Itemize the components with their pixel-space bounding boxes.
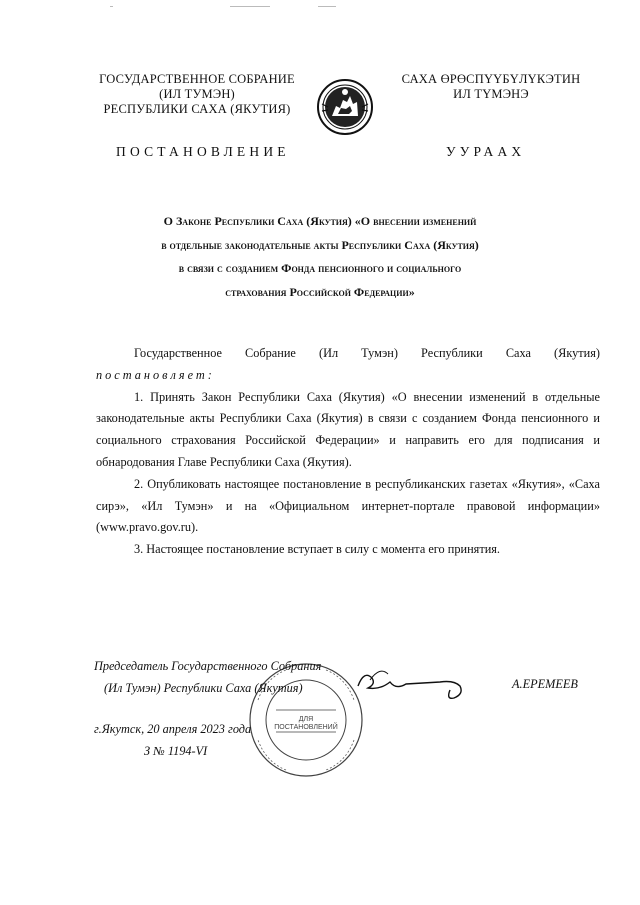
signer-position: Председатель Государственного Собрания <box>94 659 322 673</box>
doc-type-right: УУРААХ <box>446 144 526 159</box>
document-body <box>96 343 600 561</box>
document-number: З № 1194-VI <box>144 744 208 758</box>
header-right <box>386 72 596 102</box>
header-right-line: САХА ӨРӨСПҮҮБҮЛҮКЭТИН <box>401 72 581 86</box>
item-paragraph: 2. Опубликовать настоящее постановление в республиканских газетах «Якутия», «Саха сирэ», «Ил Тумэн» и на «Официальном интернет-портале правовой информации» (www.pravo.gov.ru). <box>96 476 600 535</box>
signature-block <box>94 655 321 699</box>
doc-type-left: ПОСТАНОВЛЕНИЕ <box>116 144 290 159</box>
item-paragraph: 3. Настоящее постановление вступает в силу с момента его принятия. <box>134 542 501 557</box>
intro-paragraph: Государственное Собрание (Ил Тумэн) Республики Саха (Якутия) <box>134 346 600 360</box>
header-left-line: (ИЛ ТУМЭН) <box>159 87 235 101</box>
stamp-text: ПОСТАНОВЛЕНИЙ <box>274 724 338 731</box>
stamp-text: ДЛЯ <box>298 716 314 723</box>
item-paragraph: 1. Принять Закон Республики Саха (Якутия) «О внесении изменений в отдельные законодательные акты Республики Саха (Якутия) в связи с созданием Фонда пенсионного и социального страхования Российской Федерации» и направить его для подписания и обнародования Главе Республики Саха (Якутия). <box>96 389 600 469</box>
document-date: г.Якутск, 20 апреля 2023 года <box>94 722 252 736</box>
scan-mark <box>318 6 336 7</box>
header-right-line: ИЛ ТҮМЭНЭ <box>453 87 529 101</box>
document-title <box>110 210 530 304</box>
header-left-line: ГОСУДАРСТВЕННОЕ СОБРАНИЕ <box>99 72 295 86</box>
title-line: в отдельные законодательные акты Республики Саха (Якутия) <box>161 237 479 252</box>
scan-mark <box>110 6 113 7</box>
header-left <box>88 72 306 117</box>
signer-name: А.ЕРЕМЕЕВ <box>512 677 578 691</box>
header-left-line: РЕСПУБЛИКИ САХА (ЯКУТИЯ) <box>103 102 291 116</box>
emblem-icon <box>316 78 374 136</box>
title-line: страхования Российской Федерации» <box>225 284 415 299</box>
handwritten-signature <box>350 660 480 704</box>
resolution-verb: постановляет: <box>96 367 215 382</box>
title-line: О Законе Республики Саха (Якутия) «О внесении изменений <box>163 214 477 228</box>
scan-mark <box>230 6 270 7</box>
title-line: в связи с созданием Фонда пенсионного и социального <box>178 261 462 276</box>
signer-position: (Ил Тумэн) Республики Саха (Якутия) <box>104 681 303 695</box>
